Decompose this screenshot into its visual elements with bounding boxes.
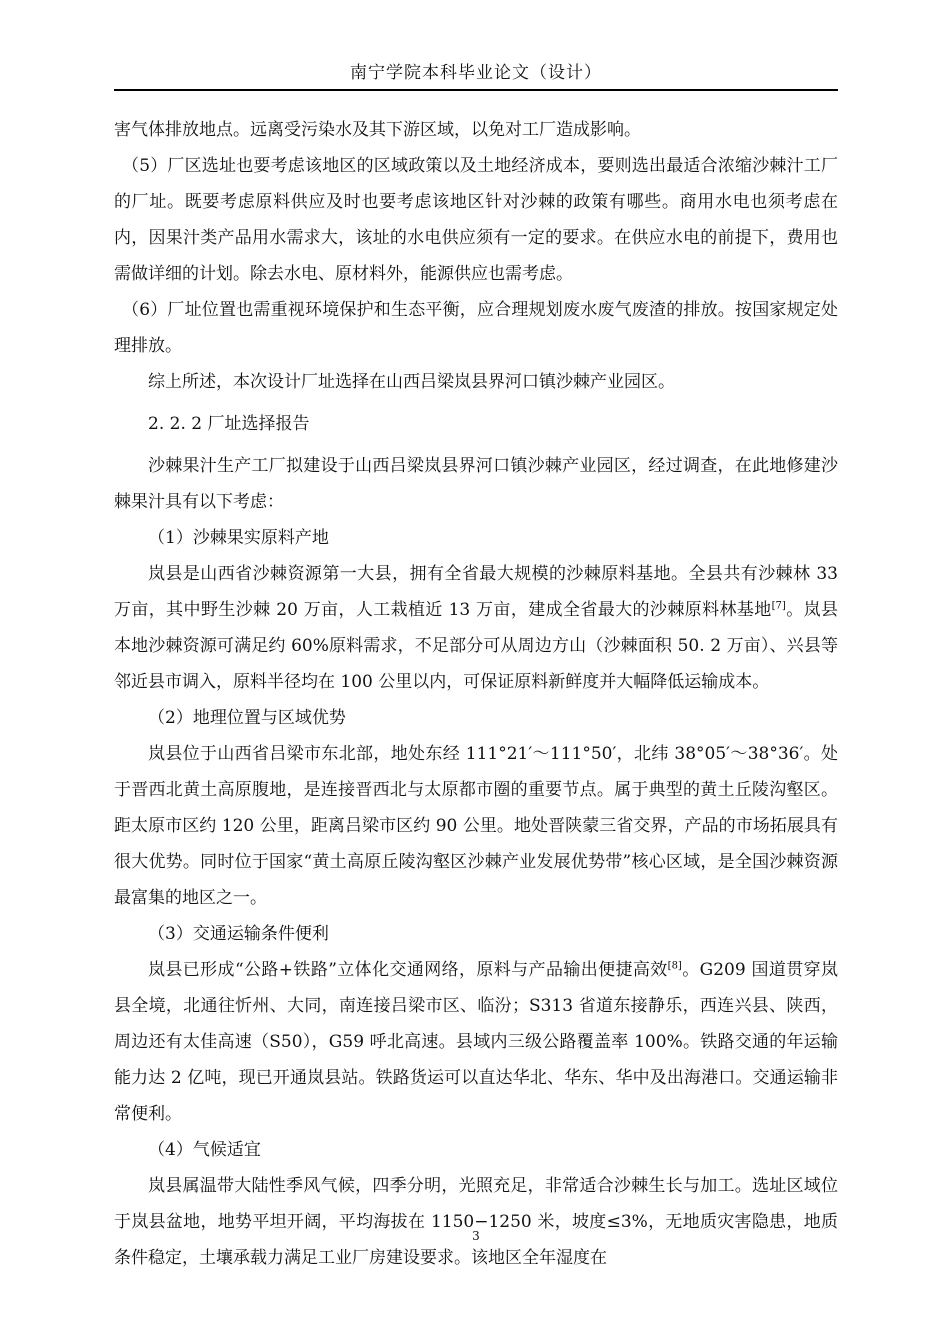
subheading: （2）地理位置与区域优势 xyxy=(148,708,346,728)
paragraph-text: 岚县已形成“公路+铁路”立体化交通网络，原料与产品输出便捷高效 xyxy=(148,960,668,980)
document-body xyxy=(114,112,838,1276)
paragraph-text: 。岚县本地沙棘资源可满足约 60%原料需求，不足部分可从周边方山（沙棘面积 50. 2 万亩）、兴县等邻近县市调入，原料半径均在 100 公里以内，可保证原料新鲜度并大幅降低运输成本。 xyxy=(114,600,838,692)
paragraph: 害气体排放地点。远离受污染水及其下游区域，以免对工厂造成影响。 xyxy=(114,120,641,140)
subheading: （1）沙棘果实原料产地 xyxy=(148,528,329,548)
section-heading: 2. 2. 2 厂址选择报告 xyxy=(148,414,310,434)
paragraph-text: 。G209 国道贯穿岚县全境，北通往忻州、大同，南连接吕梁市区、临汾；S313 省道东接静乐，西连兴县、陕西，周边还有太佳高速（S50），G59 呼北高速。县域内三级公路覆盖率 100%。铁路交通的年运输能力达 2 亿吨，现已开通岚县站。铁路货运可以直达华北、华东、华中及出海港口。交通运输非常便利。 xyxy=(114,960,838,1124)
citation-marker: [7] xyxy=(771,600,786,612)
page-header-title: 南宁学院本科毕业论文（设计） xyxy=(350,63,602,83)
subheading: （3）交通运输条件便利 xyxy=(148,924,329,944)
page-number: 3 xyxy=(472,1229,480,1243)
paragraph: 沙棘果汁生产工厂拟建设于山西吕梁岚县界河口镇沙棘产业园区，经过调查，在此地修建沙棘果汁具有以下考虑： xyxy=(114,456,838,512)
header-divider xyxy=(114,89,838,91)
subheading: （4）气候适宜 xyxy=(148,1140,261,1160)
paragraph xyxy=(114,556,838,700)
paragraph: 岚县属温带大陆性季风气候，四季分明，光照充足，非常适合沙棘生长与加工。选址区域位于岚县盆地，地势平坦开阔，平均海拔在 1150−1250 米，坡度≤3%，无地质灾害隐患，地质条件稳定，土壤承载力满足工业厂房建设要求。该地区全年湿度在 xyxy=(114,1176,838,1268)
paragraph xyxy=(114,952,838,1132)
paragraph: 岚县位于山西省吕梁市东北部，地处东经 111°21′～111°50′，北纬 38°05′～38°36′。处于晋西北黄土高原腹地，是连接晋西北与太原都市圈的重要节点。属于典型的黄土丘陵沟壑区。距太原市区约 120 公里，距离吕梁市区约 90 公里。地处晋陕蒙三省交界，产品的市场拓展具有很大优势。同时位于国家“黄土高原丘陵沟壑区沙棘产业发展优势带”核心区域，是全国沙棘资源最富集的地区之一。 xyxy=(114,744,838,908)
paragraph-text: 岚县是山西省沙棘资源第一大县，拥有全省最大规模的沙棘原料基地。全县共有沙棘林 33 万亩，其中野生沙棘 20 万亩，人工栽植近 13 万亩，建成全省最大的沙棘原料林基地 xyxy=(114,564,838,620)
paragraph: 综上所述，本次设计厂址选择在山西吕梁岚县界河口镇沙棘产业园区。 xyxy=(148,372,675,392)
citation-marker: [8] xyxy=(667,960,682,972)
paragraph: （5）厂区选址也要考虑该地区的区域政策以及土地经济成本，要则选出最适合浓缩沙棘汁工厂的厂址。既要考虑原料供应及时也要考虑该地区针对沙棘的政策有哪些。商用水电也须考虑在内，因果汁类产品用水需求大，该址的水电供应须有一定的要求。在供应水电的前提下，费用也需做详细的计划。除去水电、原材料外，能源供应也需考虑。 xyxy=(114,156,838,284)
paragraph: （6）厂址位置也需重视环境保护和生态平衡，应合理规划废水废气废渣的排放。按国家规定处理排放。 xyxy=(114,300,838,356)
